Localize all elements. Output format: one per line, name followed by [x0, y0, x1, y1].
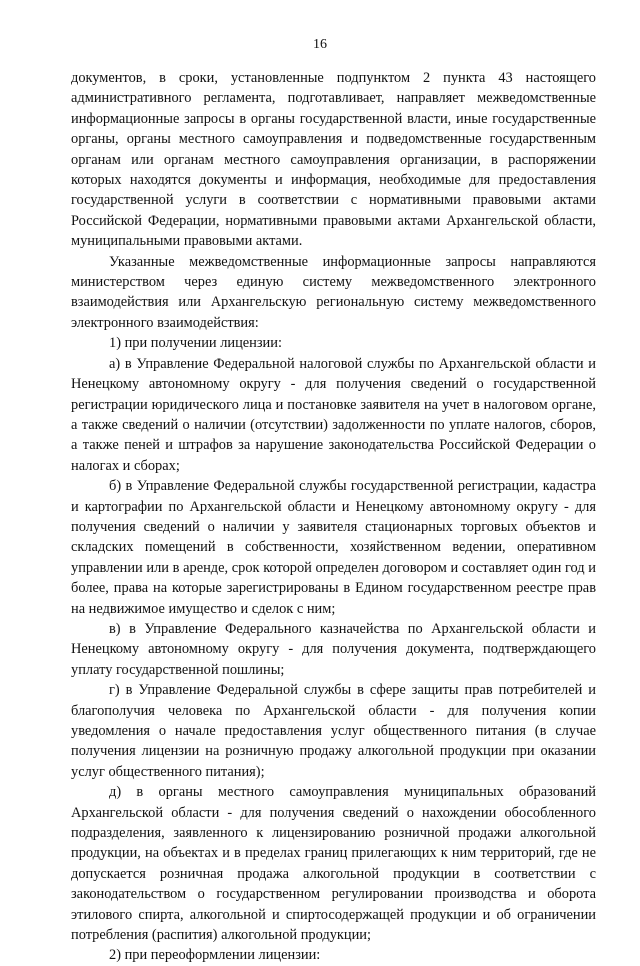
paragraph-7: г) в Управление Федеральной службы в сфере защиты прав потребителей и благополучия человека по Архангельской области - для получения копии уведомления о начале предоставления услуг общественного питания (в случае получения лицензии на розничную продажу алкогольной продукции при оказании услуг общественного питания); — [71, 682, 596, 780]
paragraph-3: 1) при получении лицензии: — [109, 335, 282, 352]
paragraph-9: 2) при переоформлении лицензии: — [109, 947, 321, 964]
paragraph-5: б) в Управление Федеральной службы государственной регистрации, кадастра и картографии по Архангельской области и Ненецкому автономному округу - для получения сведений о наличии у заявителя стационарных торговых объектов и складских помещений в собственности, хозяйственном ведении, оперативном управлении или в аренде, срок которой определен договором и составляет один год и более, права на которые зарегистрированы в Едином государственном реестре прав на недвижимое имущество и сделок с ним; — [71, 478, 596, 617]
paragraph-4: а) в Управление Федеральной налоговой службы по Архангельской области и Ненецкому автономному округу - для получения сведений о государственной регистрации юридического лица и постановке заявителя на учет в налоговом органе, а также сведений о наличии (отсутствии) задолженности по уплате налогов, сборов, а также пеней и штрафов за нарушение законодательства Российской Федерации о налогах и сборах; — [71, 355, 596, 474]
paragraph-2: Указанные межведомственные информационные запросы направляются министерством через единую систему межведомственного электронного взаимодействия или Архангельскую региональную систему межведомственного электронного взаимодействия: — [71, 253, 596, 331]
document-body — [71, 68, 596, 966]
paragraph-8: д) в органы местного самоуправления муниципальных образований Архангельской области - для получения сведений о нахождении обособленного подразделения, заявленного к лицензированию розничной продажи алкогольной продукции, на объектах и в пределах границ прилегающих к ним территорий, где не допускается розничная продажа алкогольной продукции в соответствии с законодательством о государственном регулировании производства и оборота этилового спирта, алкогольной и спиртосодержащей продукции и об ограничении потребления (распития) алкогольной продукции; — [71, 784, 596, 944]
page-number: 16 — [313, 37, 327, 52]
paragraph-6: в) в Управление Федерального казначейства по Архангельской области и Ненецкому автономному округу - для получения документа, подтверждающего уплату государственной пошлины; — [71, 620, 596, 678]
paragraph-1: документов, в сроки, установленные подпунктом 2 пункта 43 настоящего административного регламента, подготавливает, направляет межведомственные информационные запросы в органы государственной власти, иные государственные органы, органы местного самоуправления и подведомственные государственным органам или органам местного самоуправления организации, в распоряжении которых находятся документы и информация, необходимые для предоставления государственной услуги в соответствии с нормативными правовыми актами Российской Федерации, нормативными правовыми актами Архангельской области, муниципальными правовыми актами. — [71, 70, 596, 250]
